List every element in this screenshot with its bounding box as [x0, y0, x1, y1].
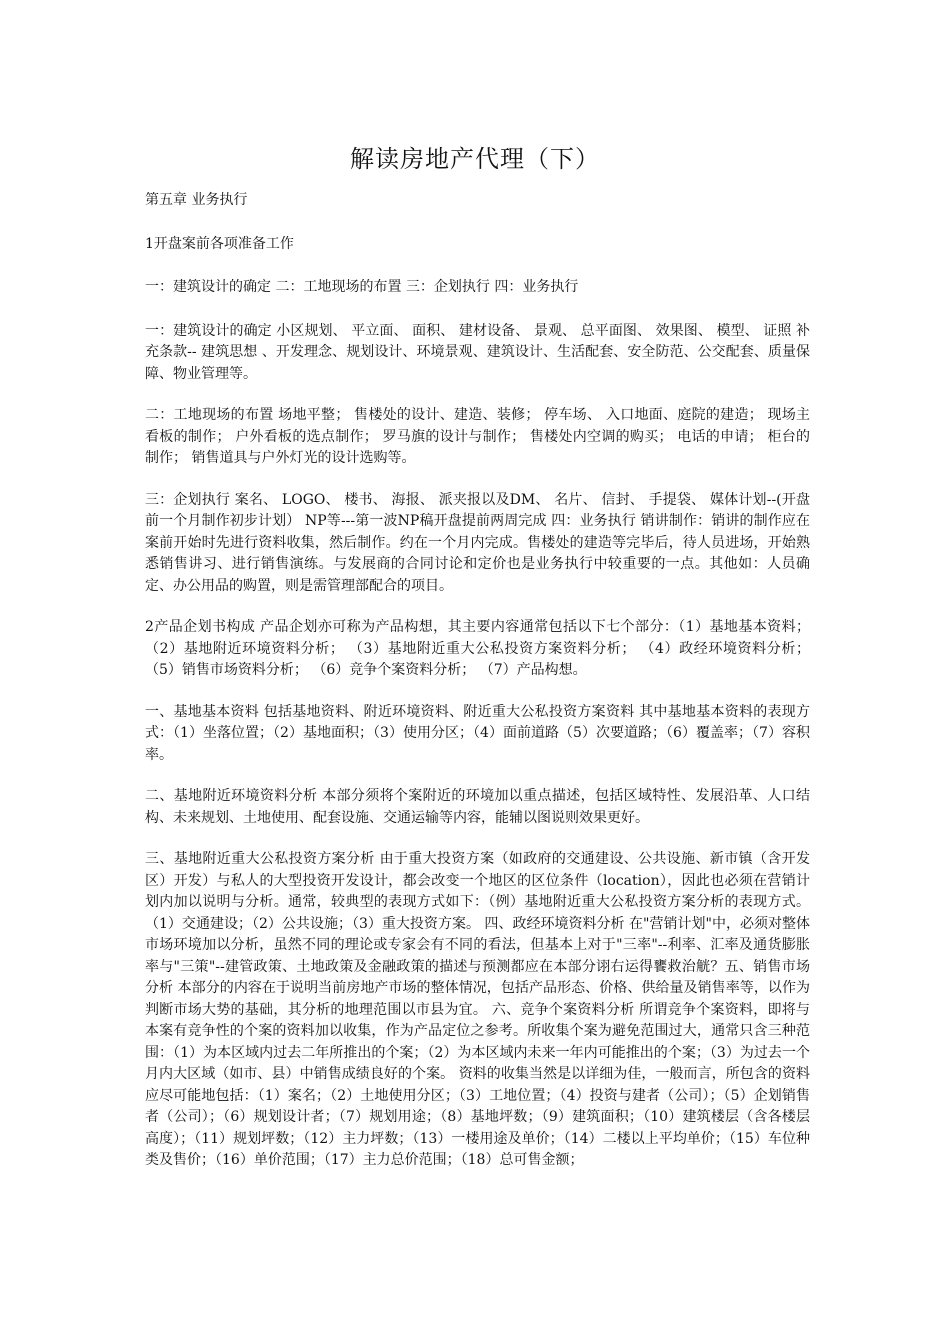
body-paragraph: 二：工地现场的布置 场地平整； 售楼处的设计、建造、装修； 停车场、 入口地面、庭院的建造； 现场主看板的制作； 户外看板的选点制作； 罗马旗的设计与制作； 售楼处内空调的购买； 电话的申请； 柜台的制作； 销售道具与户外灯光的设计选购等。 [145, 407, 810, 466]
document-title: 解读房地产代理（下） [350, 145, 600, 173]
chapter-heading: 第五章 业务执行 [145, 192, 248, 208]
body-paragraph: 2产品企划书构成 产品企划亦可称为产品构想，其主要内容通常包括以下七个部分：（1）基地基本资料； （2）基地附近环境资料分析； （3）基地附近重大公私投资方案资料分析； （4）政经环境资料分析； （5）销售市场资料分析； （6）竞争个案资料分析； （7）产品构想。 [145, 619, 810, 678]
body-paragraph: 三：企划执行 案名、 LOGO、 楼书、 海报、 派夹报以及DM、 名片、 信封、 手提袋、 媒体计划--(开盘前一个月制作初步计划） NP等---第一波NP稿开盘提前两周完成 四：业务执行 销讲制作：销讲的制作应在案前开始时先进行资料收集，然后制作。约在一个月内完成。售楼处的建造等完毕后，待人员进场，开始熟悉销售讲习、进行销售演练。与发展商的合同讨论和定价也是业务执行中较重要的一点。其他如：人员确定、办公用品的购置，则是需管理部配合的项目。 [145, 491, 810, 594]
document-body [145, 190, 810, 1172]
body-paragraph: 三、基地附近重大公私投资方案分析 由于重大投资方案（如政府的交通建设、公共设施、新市镇（含开发区）开发）与私人的大型投资开发设计，都会改变一个地区的区位条件（location），因此也必须在营销计划内加以说明与分析。通常，较典型的表现方式如下：（例）基地附近重大公私投资方案分析的表现方式。 （1）交通建设；（2）公共设施；（3）重大投资方案。 四、政经环境资料分析 在"营销计划"中，必须对整体市场环境加以分析，虽然不同的理论或专家会有不同的看法，但基本上对于"三率"--利率、汇率及通货膨胀率与"三策"--建管政策、土地政策及金融政策的描述与预测都应在本部分诩右运得饔救治觥？五、销售市场分析 本部分的内容在于说明当前房地产市场的整体情况，包括产品形态、价格、供给量及销售率等，以作为判断市场大势的基础，其分析的地理范围以市县为宜。 六、竞争个案资料分析 所谓竞争个案资料，即将与本案有竞争性的个案的资料加以收集，作为产品定位之参考。所收集个案为避免范围过大，通常只含三种范围：（1）为本区域内过去二年所推出的个案；（2）为本区域内未来一年内可能推出的个案；（3）为过去一个月内大区域（如市、县）中销售成绩良好的个案。 资料的收集当然是以详细为佳，一般而言，所包含的资料应尽可能地包括：（1）案名；（2）土地使用分区；（3）工地位置；（4）投资与建者（公司）；（5）企划销售者（公司）；（6）规划设计者；（7）规划用途；（8）基地坪数；（9）建筑面积；（10）建筑楼层（含各楼层高度）；（11）规划坪数；（12）主力坪数；（13）一楼用途及单价；（14）二楼以上平均单价；（15）车位种类及售价；（16）单价范围；（17）主力总价范围；（18）总可售金额； [145, 851, 810, 1168]
body-paragraph: 二、基地附近环境资料分析 本部分须将个案附近的环境加以重点描述，包括区域特性、发展沿革、人口结构、未来规划、土地使用、配套设施、交通运输等内容，能辅以图说则效果更好。 [145, 788, 810, 826]
body-paragraph: 一：建筑设计的确定 小区规划、 平立面、 面积、 建材设备、 景观、 总平面图、 效果图、 模型、 证照 补充条款-- 建筑思想 、开发理念、规划设计、环境景观、建筑设计、生活配套、安全防范、公交配套、质量保障、物业管理等。 [145, 322, 810, 382]
section-outline: 一：建筑设计的确定 二：工地现场的布置 三：企划执行 四：业务执行 [145, 279, 579, 295]
body-paragraph: 一、基地基本资料 包括基地资料、附近环境资料、附近重大公私投资方案资料 其中基地基本资料的表现方式：（1）坐落位置；（2）基地面积；（3）使用分区；（4）面前道路（5）次要道路；（6）覆盖率；（7）容积率。 [145, 703, 810, 763]
section-heading: 1开盘案前各项准备工作 [145, 235, 294, 252]
